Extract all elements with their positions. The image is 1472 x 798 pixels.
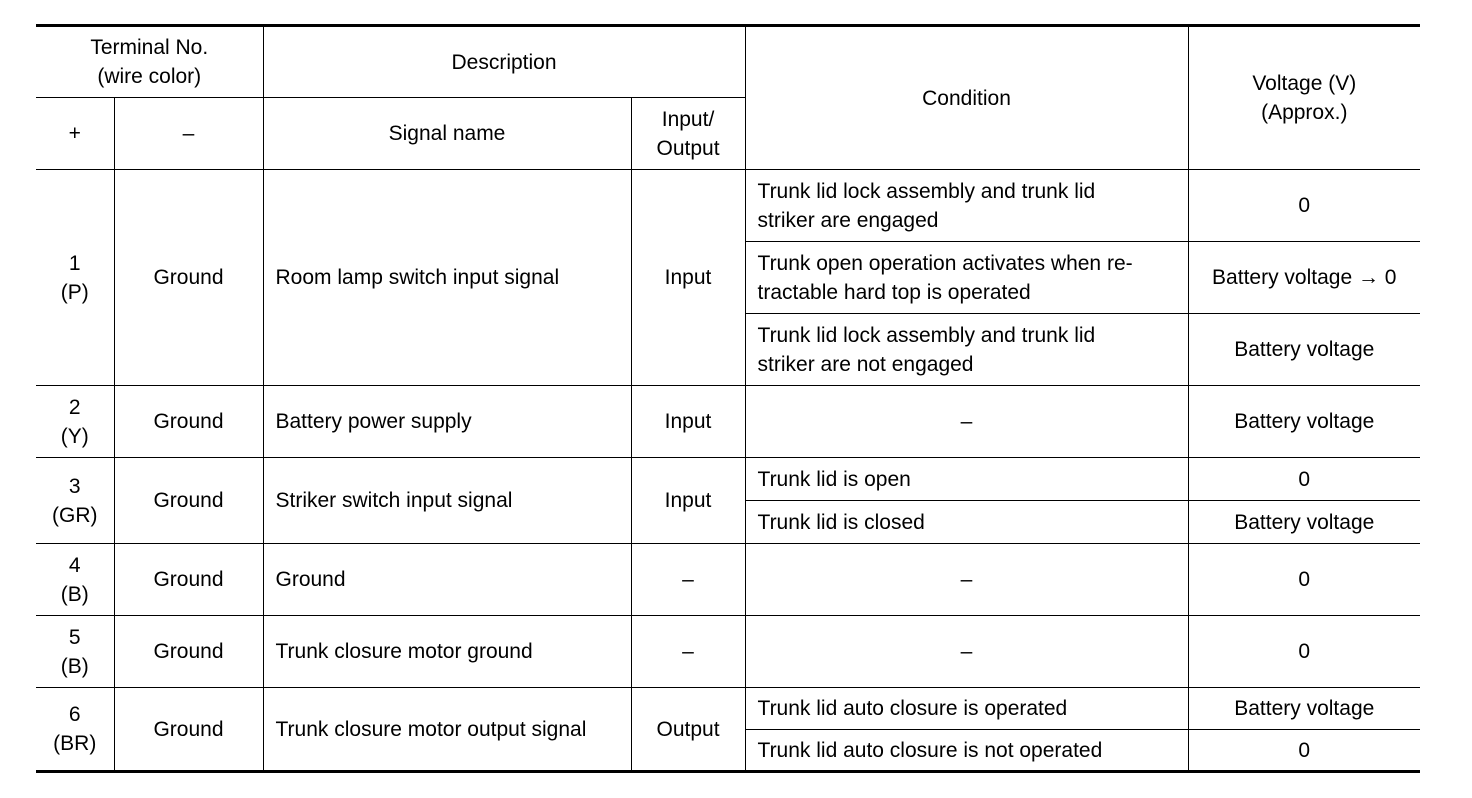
table-row	[36, 688, 1420, 730]
condition-cell: Trunk lid auto closure is operated	[745, 688, 1188, 730]
voltage-cell: 0	[1188, 730, 1420, 772]
header-row-1	[36, 26, 1420, 98]
terminal-number-cell: 6 (BR)	[36, 688, 114, 772]
input-output-cell: Output	[631, 688, 745, 772]
header-description: Description	[263, 26, 745, 98]
minus-terminal-cell: Ground	[114, 544, 263, 616]
header-minus: –	[114, 98, 263, 170]
header-condition: Condition	[745, 26, 1188, 170]
signal-name-cell: Room lamp switch input signal	[263, 170, 631, 386]
minus-terminal-cell: Ground	[114, 458, 263, 544]
input-output-cell: Input	[631, 386, 745, 458]
terminal-number-cell: 2 (Y)	[36, 386, 114, 458]
minus-terminal-cell: Ground	[114, 170, 263, 386]
minus-terminal-cell: Ground	[114, 386, 263, 458]
voltage-cell: 0	[1188, 170, 1420, 242]
condition-cell: Trunk lid lock assembly and trunk lid striker are engaged	[745, 170, 1188, 242]
table-row	[36, 616, 1420, 688]
voltage-cell: 0	[1188, 616, 1420, 688]
table-row	[36, 386, 1420, 458]
condition-cell: Trunk lid is closed	[745, 501, 1188, 544]
terminal-number-cell: 4 (B)	[36, 544, 114, 616]
terminal-spec-table	[36, 24, 1420, 773]
header-plus: +	[36, 98, 114, 170]
signal-name-cell: Ground	[263, 544, 631, 616]
table-row	[36, 170, 1420, 242]
table-row	[36, 544, 1420, 616]
input-output-cell: –	[631, 616, 745, 688]
signal-name-cell: Battery power supply	[263, 386, 631, 458]
signal-name-cell: Trunk closure motor output signal	[263, 688, 631, 772]
table-row	[36, 458, 1420, 501]
terminal-number-cell: 5 (B)	[36, 616, 114, 688]
voltage-cell: 0	[1188, 544, 1420, 616]
condition-cell: Trunk lid auto closure is not operated	[745, 730, 1188, 772]
voltage-cell: 0	[1188, 458, 1420, 501]
condition-cell: –	[745, 386, 1188, 458]
input-output-cell: Input	[631, 458, 745, 544]
voltage-cell: Battery voltage	[1188, 386, 1420, 458]
header-terminal-no: Terminal No. (wire color)	[36, 26, 263, 98]
condition-cell: Trunk lid lock assembly and trunk lid striker are not engaged	[745, 314, 1188, 386]
input-output-cell: –	[631, 544, 745, 616]
minus-terminal-cell: Ground	[114, 616, 263, 688]
header-voltage: Voltage (V) (Approx.)	[1188, 26, 1420, 170]
header-signal-name: Signal name	[263, 98, 631, 170]
terminal-number-cell: 1 (P)	[36, 170, 114, 386]
voltage-cell: Battery voltage	[1188, 501, 1420, 544]
header-input-output: Input/ Output	[631, 98, 745, 170]
minus-terminal-cell: Ground	[114, 688, 263, 772]
input-output-cell: Input	[631, 170, 745, 386]
voltage-cell: Battery voltage → 0	[1188, 242, 1420, 314]
signal-name-cell: Striker switch input signal	[263, 458, 631, 544]
condition-cell: Trunk open operation activates when re- tractable hard top is operated	[745, 242, 1188, 314]
condition-cell: Trunk lid is open	[745, 458, 1188, 501]
voltage-cell: Battery voltage	[1188, 314, 1420, 386]
condition-cell: –	[745, 544, 1188, 616]
signal-name-cell: Trunk closure motor ground	[263, 616, 631, 688]
condition-cell: –	[745, 616, 1188, 688]
voltage-cell: Battery voltage	[1188, 688, 1420, 730]
terminal-number-cell: 3 (GR)	[36, 458, 114, 544]
